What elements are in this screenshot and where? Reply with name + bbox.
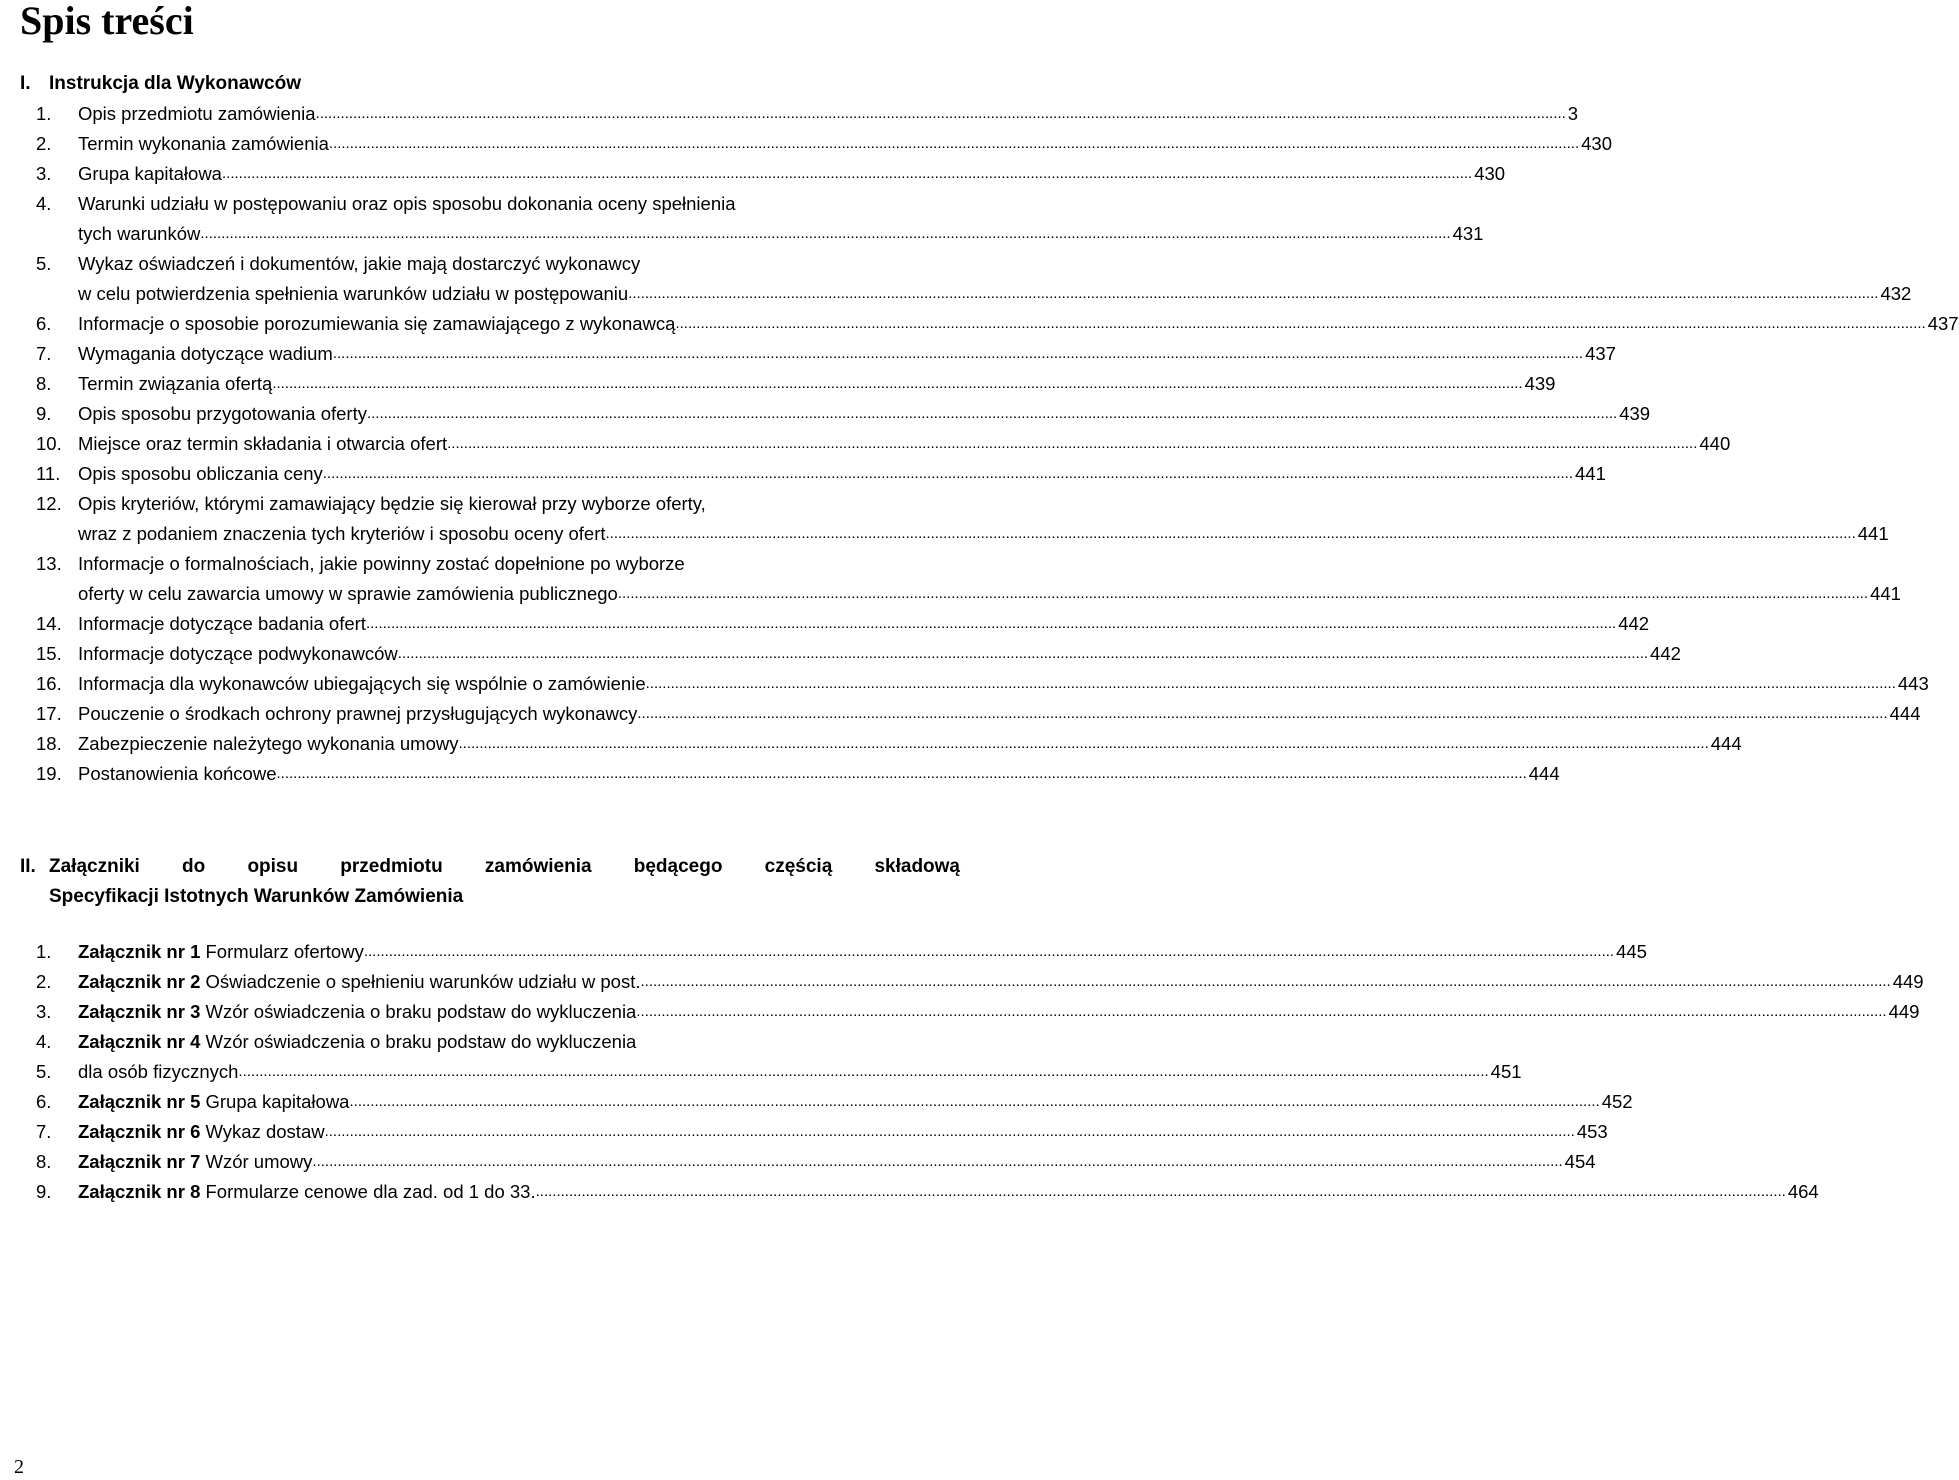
attachment-entry[interactable] (36, 1147, 1596, 1177)
toc-page-number: 441 (1573, 459, 1606, 489)
toc-entry-title: Zabezpieczenie należytego wykonania umowy (78, 729, 459, 759)
attachment-title: Oświadczenie o spełnieniu warunków udziału w post. (200, 971, 641, 992)
toc-page-number: 432 (1878, 279, 1911, 309)
attachment-title: dla osób fizycznych (78, 1061, 239, 1082)
toc-entry-title (78, 1177, 536, 1207)
toc-entry-title: Informacje o sposobie porozumiewania się zamawiającego z wykonawcą (78, 309, 675, 339)
toc-page-number: 442 (1648, 639, 1681, 669)
toc-entry-line (36, 399, 1651, 429)
toc-leader-row (78, 937, 1647, 967)
attachment-entry[interactable] (36, 1057, 1522, 1087)
attachment-number: Załącznik nr 8 (78, 1181, 201, 1202)
attachment-title: Wzór oświadczenia o braku podstaw do wykluczenia (200, 1001, 637, 1022)
toc-entry[interactable] (36, 459, 1606, 489)
toc-entry-number: 3. (36, 1001, 52, 1022)
toc-entry-number: 8. (36, 373, 52, 394)
toc-page-number: 441 (1856, 519, 1889, 549)
toc-entry-number: 14. (36, 613, 62, 634)
toc-page-number: 3 (1566, 99, 1578, 129)
toc-leader-row (78, 459, 1606, 489)
toc-entry-title: oferty w celu zawarcia umowy w sprawie zamówienia publicznego (78, 579, 618, 609)
toc-entry-number: 19. (36, 763, 62, 784)
toc-entry-title (78, 937, 364, 967)
toc-entry[interactable] (36, 339, 1616, 369)
toc-entry-title: Informacje o formalnościach, jakie powinny zostać dopełnione po wyborze (78, 553, 685, 574)
toc-entry-number: 5. (36, 253, 52, 274)
dot-leader: ............................................................................................................................................................................................................................................................................................................ (328, 135, 1580, 152)
toc-entry-title (78, 1027, 636, 1057)
toc-entry-number: 7. (36, 1121, 52, 1142)
toc-entry-line (36, 1057, 1522, 1087)
dot-leader: ............................................................................................................................................................................................................................................................................................................ (447, 435, 1698, 452)
toc-page-number: 439 (1617, 399, 1650, 429)
toc-entry-title: wraz z podaniem znaczenia tych kryteriów i sposobu oceny ofert (78, 519, 606, 549)
toc-entry-title: Informacje dotyczące badania ofert (78, 609, 366, 639)
toc-entry-title: Wymagania dotyczące wadium (78, 339, 333, 369)
toc-entry-line (36, 759, 1560, 789)
toc-entry-number: 9. (36, 403, 52, 424)
toc-leader-row (78, 369, 1556, 399)
dot-leader: ............................................................................................................................................................................................................................................................................................................ (363, 943, 1615, 960)
toc-entry-title: tych warunków (78, 219, 200, 249)
toc-entry-title: Miejsce oraz termin składania i otwarcia ofert (78, 429, 447, 459)
attachment-entry[interactable] (36, 1027, 910, 1057)
dot-leader: ............................................................................................................................................................................................................................................................................................................ (272, 375, 1523, 392)
toc-entry-title: Termin związania ofertą (78, 369, 272, 399)
toc-entry-number: 2. (36, 971, 52, 992)
toc-leader-row (78, 699, 1921, 729)
toc-page-number: 445 (1614, 937, 1647, 967)
toc-leader-row (78, 309, 1959, 339)
toc-page-number: 444 (1888, 699, 1921, 729)
toc-entry-title (78, 1087, 349, 1117)
attachment-title: Wzór oświadczenia o braku podstaw do wykluczenia (200, 1031, 637, 1052)
toc-entry[interactable] (36, 189, 1484, 249)
toc-entry-line (36, 669, 1929, 699)
toc-entry-title: Opis kryteriów, którymi zamawiający będzie się kierował przy wyborze oferty, (78, 493, 706, 514)
toc-entry-number: 4. (36, 1031, 52, 1052)
toc-leader-row (78, 219, 1484, 249)
toc-leader-row (78, 967, 1924, 997)
toc-entry-line (36, 429, 1731, 459)
toc-entry-number: 1. (36, 103, 52, 124)
toc-leader-row (78, 279, 1912, 309)
dot-leader: ............................................................................................................................................................................................................................................................................................................ (315, 105, 1566, 122)
dot-leader: ............................................................................................................................................................................................................................................................................................................ (458, 735, 1709, 752)
toc-page-number: 437 (1926, 309, 1959, 339)
dot-leader: ............................................................................................................................................................................................................................................................................................................ (640, 973, 1891, 990)
toc-entry-number: 6. (36, 1091, 52, 1112)
toc-entry-title: Warunki udziału w postępowaniu oraz opis sposobu dokonania oceny spełnienia (78, 193, 736, 214)
toc-entry-number: 9. (36, 1181, 52, 1202)
toc-entry[interactable] (36, 369, 1556, 399)
toc-entry-number: 16. (36, 673, 62, 694)
attachment-title: Formularze cenowe dla zad. od 1 do 33. (200, 1181, 536, 1202)
toc-entry[interactable] (36, 309, 1959, 339)
toc-page-number: 439 (1523, 369, 1556, 399)
toc-entry-line (36, 369, 1556, 399)
toc-entry-line (36, 997, 1920, 1027)
toc-entry-title (78, 997, 636, 1027)
attachment-title: Wykaz dostaw (200, 1121, 325, 1142)
dot-leader: ............................................................................................................................................................................................................................................................................................................ (276, 765, 1527, 782)
toc-entry-line (36, 1117, 1608, 1147)
toc-section-2 (36, 937, 1924, 1207)
toc-page-number: 452 (1600, 1087, 1633, 1117)
toc-entry-title: Opis przedmiotu zamówienia (78, 99, 316, 129)
toc-entry-line (36, 459, 1606, 489)
toc-entry-line (36, 967, 1924, 997)
toc-entry-title (78, 1057, 238, 1087)
toc-entry[interactable] (36, 759, 1560, 789)
attachment-entry[interactable] (36, 1117, 1608, 1147)
attachment-entry[interactable] (36, 1087, 1633, 1117)
toc-entry[interactable] (36, 729, 1742, 759)
section-2-heading (20, 852, 960, 912)
toc-entry[interactable] (36, 639, 1681, 669)
toc-entry-line (36, 279, 1912, 309)
toc-entry-line (36, 159, 1506, 189)
dot-leader: ............................................................................................................................................................................................................................................................................................................ (221, 165, 1473, 182)
attachment-title: Grupa kapitałowa (200, 1091, 350, 1112)
toc-leader-row (78, 759, 1560, 789)
section-2-title-line-1: Załączniki do opisu przedmiotu zamówienia będącego częścią składową (49, 856, 960, 877)
toc-page-number: 449 (1887, 997, 1920, 1027)
section-2-numeral: II. (20, 856, 36, 877)
toc-entry-title: Informacja dla wykonawców ubiegających się wspólnie o zamówienie (78, 669, 646, 699)
toc-entry-line (36, 1027, 910, 1057)
attachment-title: Formularz ofertowy (200, 941, 364, 962)
toc-entry[interactable] (36, 129, 1613, 159)
dot-leader: ............................................................................................................................................................................................................................................................................................................ (535, 1183, 1786, 1200)
section-2-title-line-2: Specyfikacji Istotnych Warunków Zamówienia (49, 886, 464, 907)
toc-entry-title: Pouczenie o środkach ochrony prawnej przysługujących wykonawcy (78, 699, 637, 729)
toc-entry-number: 7. (36, 343, 52, 364)
toc-page-number: 441 (1868, 579, 1901, 609)
toc-entry-title (78, 1147, 312, 1177)
toc-entry[interactable] (36, 429, 1731, 459)
toc-page-number: 443 (1896, 669, 1929, 699)
toc-entry-title: Opis sposobu obliczania ceny (78, 459, 323, 489)
page-title: Spis treści (20, 0, 194, 43)
toc-entry-line (36, 99, 1579, 129)
dot-leader: ............................................................................................................................................................................................................................................................................................................ (322, 465, 1574, 482)
toc-entry-line (36, 1087, 1633, 1117)
toc-entry[interactable] (36, 669, 1929, 699)
toc-entry-line (36, 129, 1613, 159)
toc-page-number: 442 (1616, 609, 1649, 639)
toc-entry-title: Termin wykonania zamówienia (78, 129, 329, 159)
dot-leader: ............................................................................................................................................................................................................................................................................................................ (366, 405, 1618, 422)
toc-entry-line (36, 219, 1484, 249)
toc-page-number: 454 (1563, 1147, 1596, 1177)
toc-entry[interactable] (36, 99, 1579, 129)
dot-leader: ............................................................................................................................................................................................................................................................................................................ (365, 615, 1617, 632)
toc-page-number: 437 (1583, 339, 1616, 369)
attachment-number: Załącznik nr 7 (78, 1151, 201, 1172)
toc-leader-row (78, 669, 1929, 699)
dot-leader: ............................................................................................................................................................................................................................................................................................................ (312, 1153, 1563, 1170)
toc-page-number: 453 (1575, 1117, 1608, 1147)
toc-entry-number: 18. (36, 733, 62, 754)
toc-entry[interactable] (36, 249, 1912, 309)
section-1-numeral: I. (20, 73, 31, 94)
toc-page-number: 430 (1579, 129, 1612, 159)
toc-entry[interactable] (36, 489, 1889, 549)
dot-leader: ............................................................................................................................................................................................................................................................................................................ (238, 1063, 1489, 1080)
toc-entry-line (36, 639, 1681, 669)
toc-leader-row (78, 429, 1731, 459)
attachment-number: Załącznik nr 3 (78, 1001, 201, 1022)
toc-leader-row (78, 129, 1613, 159)
toc-entry-title (78, 1117, 325, 1147)
toc-page-number: 440 (1697, 429, 1730, 459)
section-1-title: Instrukcja dla Wykonawców (49, 73, 302, 94)
attachment-number: Załącznik nr 2 (78, 971, 201, 992)
dot-leader: ............................................................................................................................................................................................................................................................................................................ (324, 1123, 1575, 1140)
toc-entry-number: 15. (36, 643, 62, 664)
toc-entry-line (36, 249, 910, 279)
attachment-number: Załącznik nr 1 (78, 941, 201, 962)
toc-entry-title (78, 967, 640, 997)
toc-leader-row (78, 159, 1506, 189)
toc-entry-line (36, 609, 1650, 639)
dot-leader: ............................................................................................................................................................................................................................................................................................................ (397, 645, 1649, 662)
toc-entry[interactable] (36, 159, 1506, 189)
toc-entry-number: 1. (36, 941, 52, 962)
toc-entry-number: 2. (36, 133, 52, 154)
toc-leader-row (78, 579, 1901, 609)
toc-page-number: 444 (1709, 729, 1742, 759)
toc-entry-title: Opis sposobu przygotowania oferty (78, 399, 367, 429)
attachment-entry[interactable] (36, 937, 1647, 967)
toc-entry-number: 8. (36, 1151, 52, 1172)
dot-leader: ............................................................................................................................................................................................................................................................................................................ (675, 315, 1926, 332)
toc-leader-row (78, 339, 1616, 369)
toc-page-number: 430 (1472, 159, 1505, 189)
toc-entry-number: 6. (36, 313, 52, 334)
toc-entry[interactable] (36, 549, 1901, 609)
toc-entry-line (36, 1177, 1819, 1207)
toc-entry-number: 5. (36, 1061, 52, 1082)
toc-entry-line (36, 1147, 1596, 1177)
section-1-heading (20, 69, 301, 99)
toc-section-1 (36, 99, 1959, 789)
toc-entry-number: 3. (36, 163, 52, 184)
toc-entry-title: Informacje dotyczące podwykonawców (78, 639, 398, 669)
attachment-entry[interactable] (36, 1177, 1819, 1207)
toc-entry-line (36, 579, 1901, 609)
dot-leader: ............................................................................................................................................................................................................................................................................................................ (628, 285, 1879, 302)
toc-leader-row (78, 1057, 1522, 1087)
toc-leader-row (78, 99, 1579, 129)
toc-leader-row (78, 997, 1920, 1027)
toc-entry-number: 11. (36, 463, 61, 484)
toc-leader-row (78, 519, 1889, 549)
toc-entry-line (36, 489, 910, 519)
dot-leader: ............................................................................................................................................................................................................................................................................................................ (617, 585, 1869, 602)
dot-leader: ............................................................................................................................................................................................................................................................................................................ (332, 345, 1584, 362)
toc-entry-number: 17. (36, 703, 62, 724)
toc-page-number: 449 (1891, 967, 1924, 997)
dot-leader: ............................................................................................................................................................................................................................................................................................................ (637, 705, 1888, 722)
toc-leader-row (78, 639, 1681, 669)
attachment-title: Wzór umowy (200, 1151, 313, 1172)
dot-leader: ............................................................................................................................................................................................................................................................................................................ (200, 225, 1451, 242)
toc-entry-line (36, 189, 910, 219)
toc-entry-title: Grupa kapitałowa (78, 159, 222, 189)
toc-entry-title: w celu potwierdzenia spełnienia warunków udziału w postępowaniu (78, 279, 628, 309)
toc-entry-number: 4. (36, 193, 52, 214)
toc-entry-line (36, 309, 1959, 339)
dot-leader: ............................................................................................................................................................................................................................................................................................................ (349, 1093, 1600, 1110)
dot-leader: ............................................................................................................................................................................................................................................................................................................ (605, 525, 1856, 542)
dot-leader: ............................................................................................................................................................................................................................................................................................................ (645, 675, 1896, 692)
toc-page-number: 464 (1786, 1177, 1819, 1207)
attachment-number: Załącznik nr 4 (78, 1031, 201, 1052)
toc-leader-row (78, 1177, 1819, 1207)
toc-entry-line (36, 519, 1889, 549)
toc-page-number: 451 (1489, 1057, 1522, 1087)
toc-entry-line (36, 729, 1742, 759)
toc-entry-line (36, 549, 910, 579)
toc-entry[interactable] (36, 609, 1650, 639)
toc-leader-row (78, 729, 1742, 759)
toc-entry-number: 13. (36, 553, 62, 574)
toc-leader-row (78, 1147, 1596, 1177)
toc-leader-row (78, 1087, 1633, 1117)
toc-entry-number: 10. (36, 433, 62, 454)
attachment-entry[interactable] (36, 967, 1924, 997)
attachment-entry[interactable] (36, 997, 1920, 1027)
toc-leader-row (78, 399, 1651, 429)
toc-entry[interactable] (36, 699, 1921, 729)
toc-entry-line (36, 339, 1616, 369)
attachment-number: Załącznik nr 5 (78, 1091, 201, 1112)
toc-entry-title: Wykaz oświadczeń i dokumentów, jakie mają dostarczyć wykonawcy (78, 253, 641, 274)
toc-page-number: 431 (1451, 219, 1484, 249)
toc-entry-line (36, 937, 1647, 967)
toc-leader-row (78, 1117, 1608, 1147)
toc-entry-line (36, 699, 1921, 729)
toc-page-number: 444 (1527, 759, 1560, 789)
toc-leader-row (78, 609, 1650, 639)
toc-entry[interactable] (36, 399, 1651, 429)
attachment-number: Załącznik nr 6 (78, 1121, 201, 1142)
toc-entry-title: Postanowienia końcowe (78, 759, 277, 789)
toc-entry-number: 12. (36, 493, 62, 514)
dot-leader: ............................................................................................................................................................................................................................................................................................................ (636, 1003, 1887, 1020)
page-number: 2 (14, 1456, 24, 1478)
